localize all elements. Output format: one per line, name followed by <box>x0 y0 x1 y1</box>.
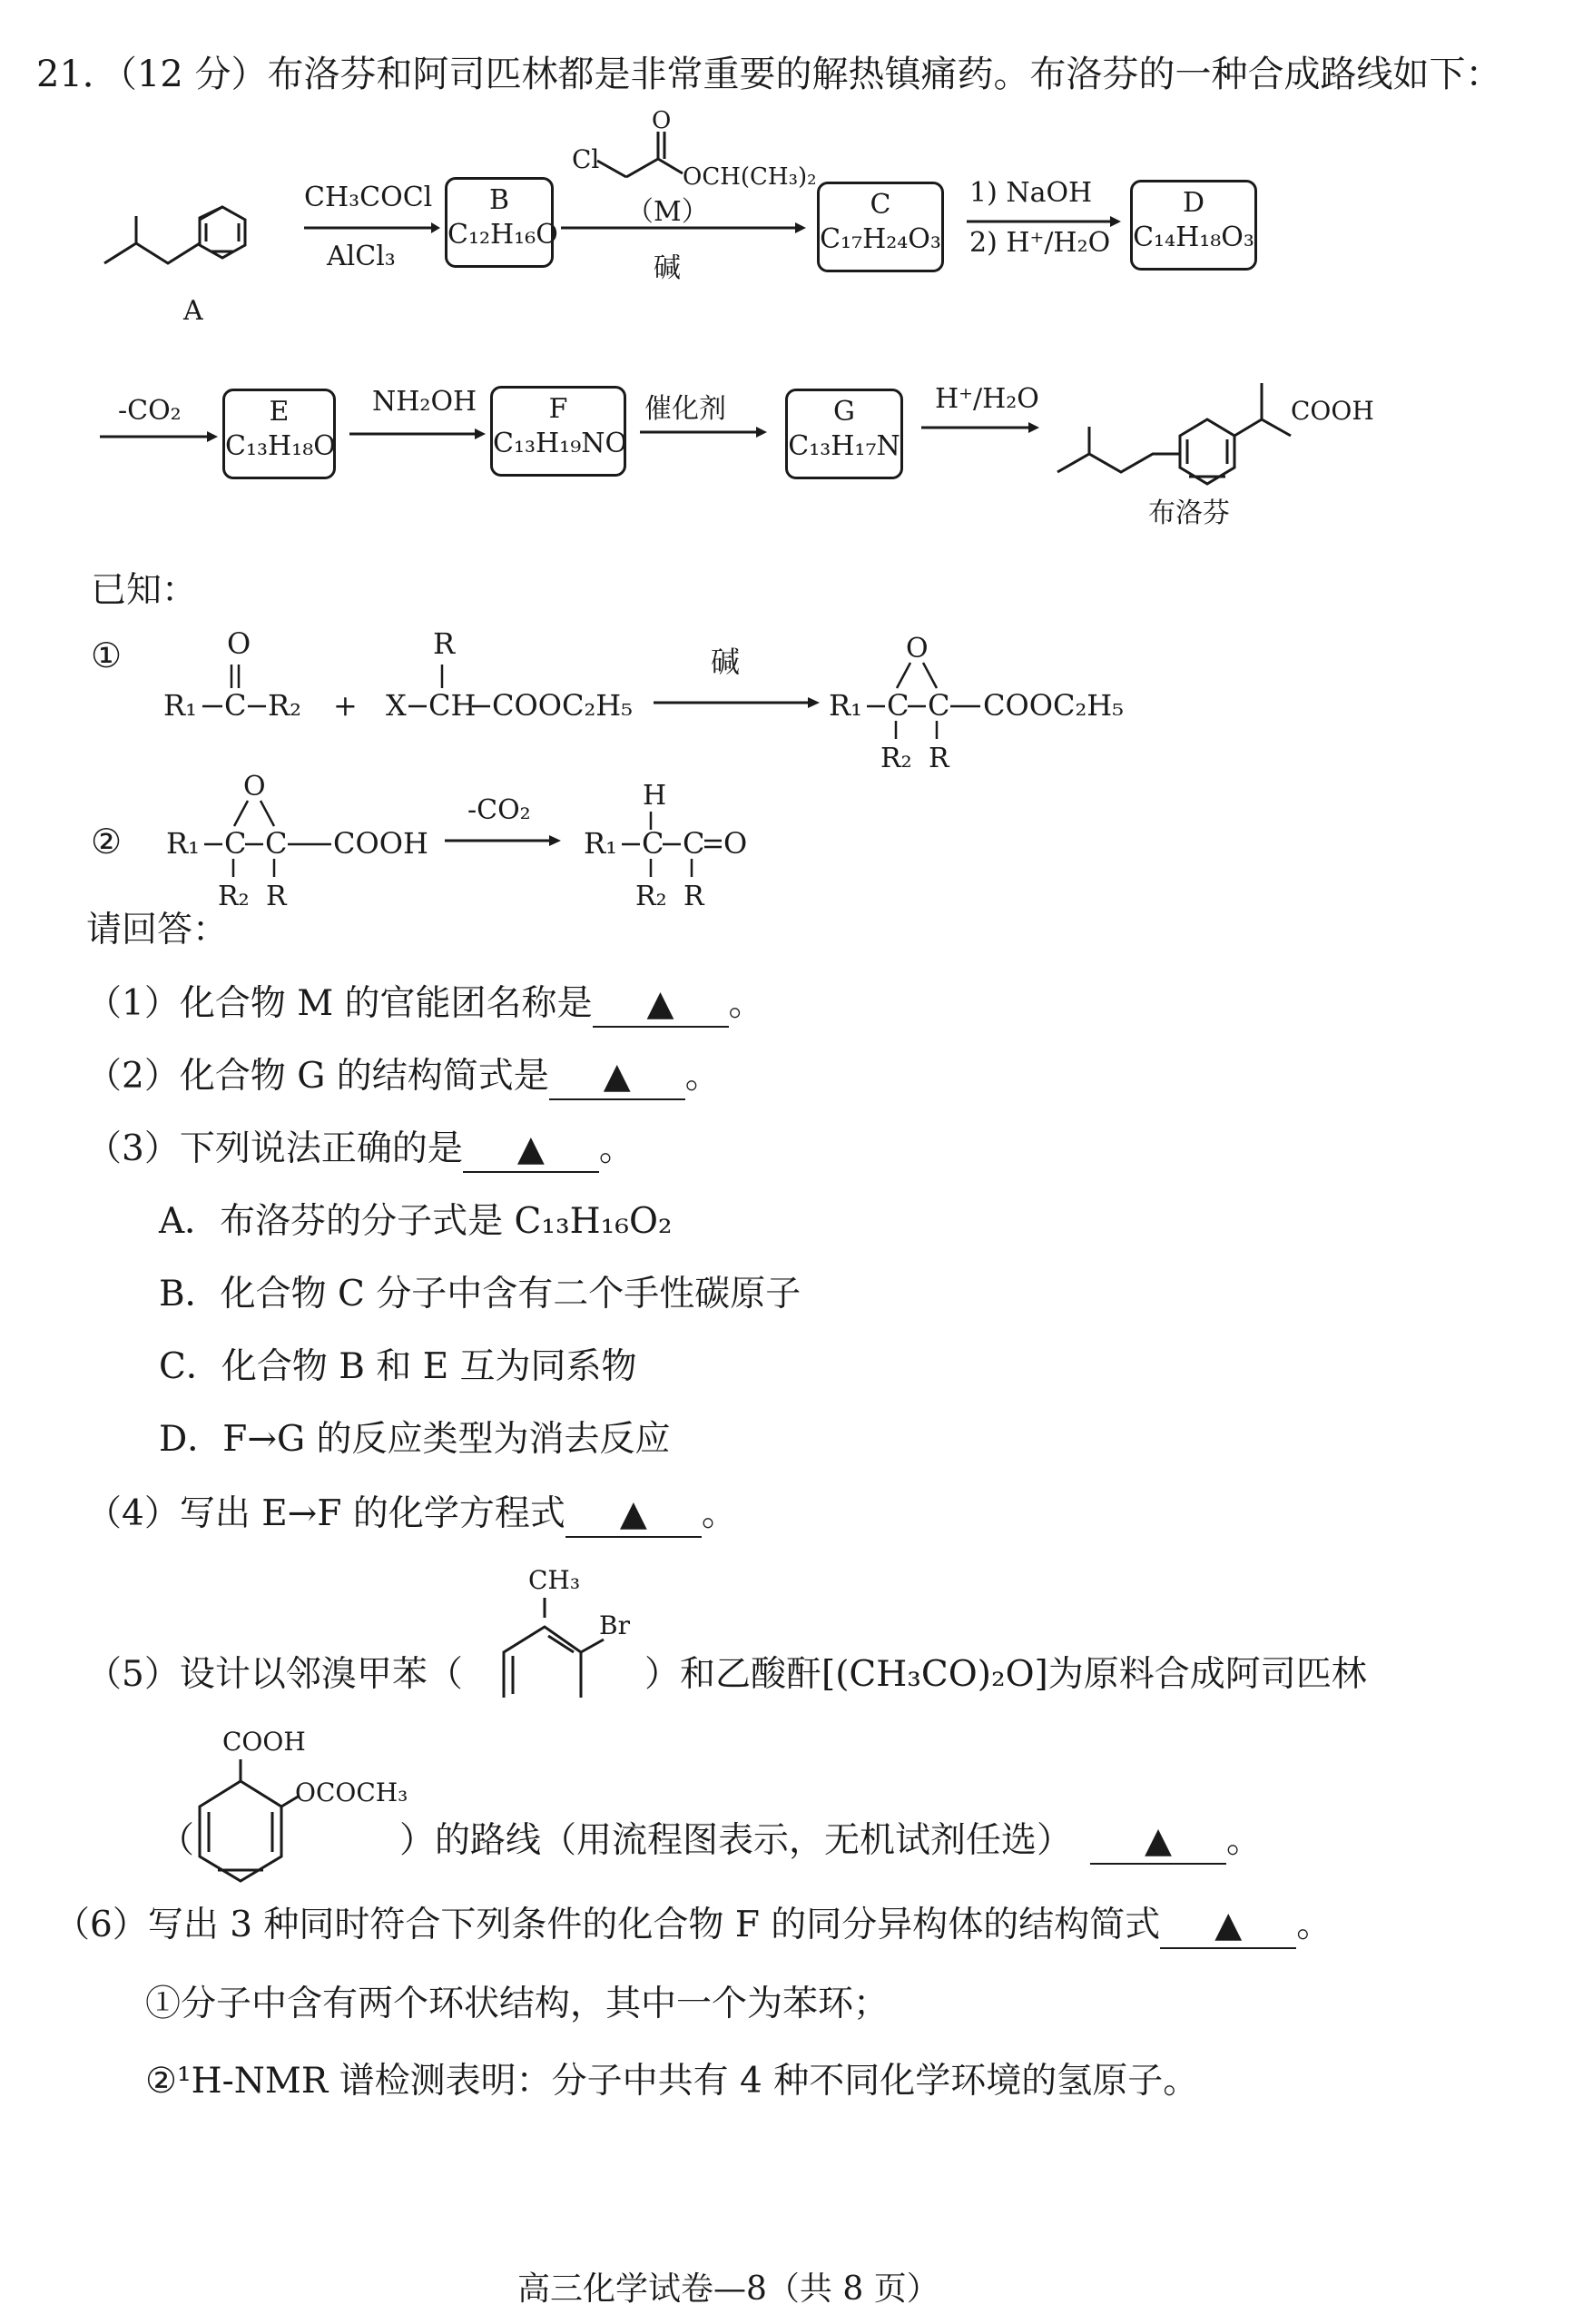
period: 。 <box>598 1128 634 1169</box>
r1-o: O <box>227 626 251 661</box>
step1-reagent: CH₃COCl <box>304 182 433 213</box>
step7-reagent: H⁺/H₂O <box>935 383 1039 415</box>
step4-reagent: -CO₂ <box>118 395 182 427</box>
period: 。 <box>1226 1820 1263 1861</box>
question-2 <box>86 1056 721 1100</box>
r2-product-c2: C <box>683 826 705 861</box>
r2-o: O <box>243 771 266 803</box>
arrow-5 <box>349 428 486 439</box>
question-1-text: （1）化合物 M 的官能团名称是 <box>86 983 593 1024</box>
question-1 <box>86 983 764 1028</box>
compound-f-box <box>490 386 626 477</box>
compound-b-formula: C₁₂H₁₆O <box>447 218 558 251</box>
period: 。 <box>684 1056 721 1097</box>
compound-g-name: G <box>833 396 855 428</box>
compound-a-label: A <box>183 295 203 327</box>
r2-product-c1: C <box>642 826 664 861</box>
m-cl-label: Cl <box>572 144 600 174</box>
period: 。 <box>1296 1905 1332 1945</box>
question-5-part-b: ）和乙酸酐[(CH₃CO)₂O]为原料合成阿司匹林 <box>644 1654 1367 1695</box>
m-o-label: O <box>652 107 672 134</box>
r1-r2: R₂ <box>268 688 301 723</box>
step2-base: 碱 <box>654 252 681 284</box>
blank-mark: ▲ <box>619 1493 647 1534</box>
arrow-4 <box>100 431 218 442</box>
r1-product-o: O <box>906 633 929 665</box>
compound-a-structure <box>100 172 290 290</box>
blank-mark: ▲ <box>1214 1905 1243 1945</box>
compound-f-name: F <box>548 393 568 425</box>
question-5-part-d <box>399 1820 1262 1865</box>
question-3-text: （3）下列说法正确的是 <box>86 1128 463 1169</box>
r1-ester: COOC₂H₅ <box>492 688 633 723</box>
r1-r: R <box>433 626 456 661</box>
compound-e-box <box>222 389 336 479</box>
arrow-2 <box>561 222 806 233</box>
aspirin-cooh: COOH <box>222 1727 306 1757</box>
r1-plus: + <box>333 688 358 723</box>
compound-d-box <box>1130 180 1257 271</box>
aspirin-ococh3: OCOCH₃ <box>295 1777 408 1807</box>
arrow-6 <box>640 427 767 438</box>
question-3-blank[interactable] <box>463 1128 599 1173</box>
ibuprofen-name: 布洛芬 <box>1148 497 1230 529</box>
r1-product-ester: COOC₂H₅ <box>983 688 1124 723</box>
compound-c-name: C <box>870 189 891 221</box>
aspirin-structure <box>182 1725 418 1897</box>
r1-product-c2: C <box>928 688 950 723</box>
option-c: C．化合物 B 和 E 互为同系物 <box>159 1346 637 1387</box>
compound-f-formula: C₁₃H₁₉NO <box>493 427 628 459</box>
question-2-text: （2）化合物 G 的结构简式是 <box>86 1056 549 1097</box>
compound-g-box <box>785 389 903 479</box>
compound-c-formula: C₁₇H₂₄O₃ <box>820 222 941 255</box>
option-b: B．化合物 C 分子中含有二个手性碳原子 <box>159 1274 801 1315</box>
step1-catalyst: AlCl₃ <box>327 241 396 272</box>
blank-mark: ▲ <box>1145 1820 1173 1861</box>
r2-product-r: R <box>683 881 704 912</box>
bromotoluene-ch3: CH₃ <box>528 1565 581 1595</box>
r1-product-r1: R₁ <box>829 688 862 723</box>
question-header: 21．（12 分）布洛芬和阿司匹林都是非常重要的解热镇痛药。布洛芬的一种合成路线如下： <box>36 54 1502 95</box>
question-3 <box>86 1128 634 1173</box>
blank-mark: ▲ <box>516 1128 545 1169</box>
r1-number: ① <box>91 635 123 675</box>
condition-2: ②¹H-NMR 谱检测表明：分子中共有 4 种不同化学环境的氢原子。 <box>145 2061 1199 2102</box>
r1-c: C <box>224 688 247 723</box>
question-2-blank[interactable] <box>549 1056 685 1100</box>
r2-product-o: O <box>723 826 748 861</box>
step6-catalyst: 催化剂 <box>644 393 726 425</box>
period: 。 <box>728 983 764 1024</box>
compound-d-formula: C₁₄H₁₈O₃ <box>1133 221 1254 253</box>
condition-1: ①分子中含有两个环状结构，其中一个为苯环； <box>145 1984 890 2024</box>
question-6-text: （6）写出 3 种同时符合下列条件的化合物 F 的同分异构体的结构简式 <box>54 1905 1161 1945</box>
question-6 <box>54 1905 1332 1949</box>
o-bromotoluene-structure <box>490 1561 654 1707</box>
r1-r1: R₁ <box>163 688 197 723</box>
r2-cooh: COOH <box>333 826 428 861</box>
known-reaction-1 <box>86 626 1221 781</box>
r1-product-r2: R₂ <box>880 743 912 774</box>
period: 。 <box>701 1493 737 1534</box>
known-title: 已知： <box>91 570 198 611</box>
answer-prompt: 请回答： <box>86 910 229 950</box>
r2-c1: C <box>224 826 247 861</box>
compound-g-formula: C₁₃H₁₇N <box>788 429 900 462</box>
step5-reagent: NH₂OH <box>372 386 477 418</box>
m-ester-label: OCH(CH₃)₂ <box>683 163 817 191</box>
r2-r2: R₂ <box>218 881 250 912</box>
blank-mark: ▲ <box>603 1056 631 1097</box>
r2-product-r2: R₂ <box>635 881 667 912</box>
page-footer: 高三化学试卷—8（共 8 页） <box>517 2270 939 2308</box>
r1-condition: 碱 <box>711 645 741 679</box>
question-6-blank[interactable] <box>1160 1905 1296 1949</box>
compound-b-name: B <box>488 184 510 216</box>
arrow-1 <box>304 222 440 233</box>
question-4-text: （4）写出 E→F 的化学方程式 <box>86 1493 565 1534</box>
ibuprofen-structure <box>1053 345 1380 499</box>
step3-reagent-2: 2) H⁺/H₂O <box>969 227 1111 259</box>
question-5-blank[interactable] <box>1090 1820 1226 1865</box>
question-5-part-a: （5）设计以邻溴甲苯（ <box>86 1654 463 1695</box>
arrow-7 <box>921 422 1039 433</box>
r1-x: X <box>386 688 407 723</box>
compound-c-box <box>817 182 944 272</box>
ibuprofen-cooh: COOH <box>1291 396 1374 426</box>
compound-d-name: D <box>1182 187 1205 219</box>
arrow-3 <box>967 216 1121 227</box>
r2-product-h: H <box>643 780 667 812</box>
question-1-blank[interactable] <box>593 983 729 1028</box>
option-d: D．F→G 的反应类型为消去反应 <box>159 1419 671 1460</box>
reagent-m-label: （M） <box>626 196 709 228</box>
r2-c2: C <box>265 826 288 861</box>
r1-product-r: R <box>929 743 949 774</box>
r2-r: R <box>266 881 287 912</box>
r2-number: ② <box>91 822 123 862</box>
step3-reagent-1: 1) NaOH <box>969 177 1093 209</box>
question-5-text: ）的路线（用流程图表示，无机试剂任选） <box>399 1820 1073 1861</box>
question-4 <box>86 1493 737 1538</box>
question-5-part-c: （ <box>159 1820 195 1861</box>
compound-e-name: E <box>269 396 290 428</box>
bromotoluene-br: Br <box>599 1610 630 1640</box>
question-4-blank[interactable] <box>565 1493 702 1538</box>
compound-e-formula: C₁₃H₁₈O <box>225 429 336 462</box>
r1-product-c1: C <box>887 688 909 723</box>
compound-b-box <box>445 177 558 268</box>
r2-product-r1: R₁ <box>584 826 617 861</box>
option-a: A．布洛芬的分子式是 C₁₃H₁₆O₂ <box>159 1201 673 1242</box>
r1-ch: CH <box>428 688 477 723</box>
blank-mark: ▲ <box>646 983 674 1024</box>
r2-r1: R₁ <box>166 826 200 861</box>
r2-condition: -CO₂ <box>467 794 531 826</box>
